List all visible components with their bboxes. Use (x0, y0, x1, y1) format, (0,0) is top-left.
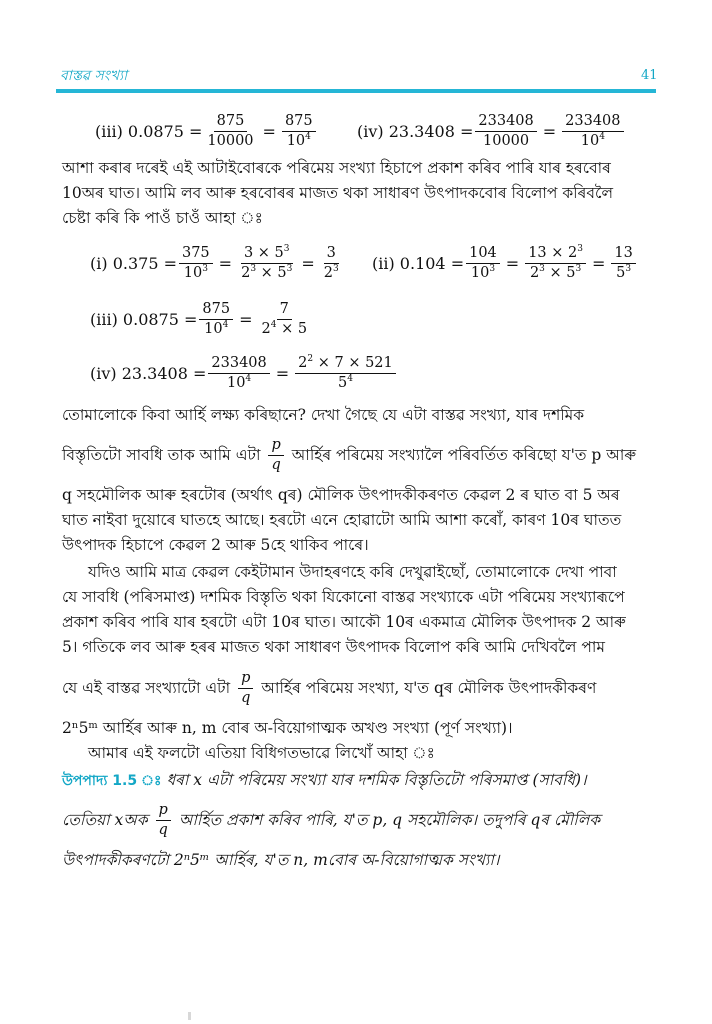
fraction: $\frac{875}{10^4}$ (199, 301, 233, 338)
scan-mark (188, 1012, 191, 1020)
theorem-line-with-fraction: তেতিয়া xঅক $\frac{p}{q}$ আৰ্হিত প্ৰকাশ কৰিব পাৰি, য'ত p, q সহমৌলিক। তদুপৰি qৰ মৌলিক (62, 802, 601, 838)
paragraph-line: প্ৰকাশ কৰিব পাৰি যাৰ হৰটো এটা 10ৰ ঘাত। আকৌ 10ৰ একমাত্ৰ মৌলিক উৎপাদক 2 আৰু (62, 613, 626, 631)
fraction: $\frac{233408}{10^4}$ (208, 355, 269, 392)
paragraph-line: চেষ্টা কৰি কি পাওঁ চাওঁ আহা ঃ (62, 209, 263, 227)
denominator: 10000 (483, 133, 530, 149)
denominator: $10^4$ (286, 132, 311, 149)
equation-label: (iv) 23.3408 = (357, 122, 474, 141)
fraction-p-over-q: $\frac{p}{q}$ (156, 802, 171, 839)
paragraph-line: q সহমৌলিক আৰু হৰটোৰ (অৰ্থাৎ qৰ) মৌলিক উৎপাদকীকৰণত কেৱল 2 ৰ ঘাত বা 5 অৰ (62, 486, 620, 504)
fraction (282, 113, 316, 150)
fraction (204, 113, 256, 150)
running-header-title: বাস্তৱ সংখ্যা (60, 68, 128, 84)
numerator: 233408 (562, 113, 623, 132)
fraction: $\frac{3}{2^3}$ (323, 245, 339, 281)
equation-iii-b: (iii) 0.0875 = $\frac{875}{10^4}$ = $\frac{7}{2^4 \times 5}$ (90, 301, 312, 338)
equation-label: (iii) 0.0875 = (95, 122, 203, 141)
fraction (475, 113, 536, 150)
paragraph-line: 2ⁿ5ᵐ আৰ্হিৰ আৰু n, m বোৰ অ-বিয়োগাত্মক অখণ্ড সংখ্যা (পূৰ্ণ সংখ্যা)। (62, 719, 513, 737)
paragraph-line: আমাৰ এই ফলটো এতিয়া বিধিগতভাৱে লিখোঁ আহা ঃ (88, 744, 435, 762)
paragraph-line-with-fraction: যে এই বাস্তৱ সংখ্যাটো এটা $\frac{p}{q}$ আৰ্হিৰ পৰিমেয় সংখ্যা, য'ত qৰ মৌলিক উৎপাদকীকৰণ (62, 670, 597, 706)
page-number: 41 (641, 68, 658, 83)
equation-iv-a: (iv) 23.3408 = $\frac{233408}{10000}$ = $\frac{233408}{10^4}$ (357, 113, 626, 150)
paragraph-line: তোমালোকে কিবা আৰ্হি লক্ষ্য কৰিছানে? দেখা গৈছে যে এটা বাস্তৱ সংখ্যা, যাৰ দশমিক (62, 406, 585, 424)
numerator: 875 (214, 113, 248, 132)
numerator: 233408 (475, 113, 536, 132)
theorem-line: উৎপাদকীকৰণটো 2ⁿ5ᵐ আৰ্হিৰ, য'ত n, mবোৰ অ-বিয়োগাত্মক সংখ্যা। (62, 851, 500, 869)
fraction-p-over-q: $\frac{p}{q}$ (268, 437, 283, 474)
equation-label: (iii) 0.0875 = (90, 310, 198, 329)
fraction-p-over-q: $\frac{p}{q}$ (238, 670, 253, 707)
denominator: 10000 (207, 133, 254, 149)
fraction: $\frac{375}{10^3}$ (179, 245, 213, 282)
fraction (562, 113, 623, 150)
theorem-label: উপপাদ্য 1.5 ঃ (62, 773, 162, 789)
fraction: $\frac{7}{2^4 \times 5}$ (261, 301, 308, 337)
equation-label: (ii) 0.104 = (372, 254, 465, 273)
equation-i: (i) 0.375 = $\frac{375}{10^3}$ = $\frac{3 \times 5^3}{2^3 \times 5^3}$ = $\frac{3}{2^3}$ (90, 245, 344, 282)
fraction: $\frac{3 \times 5^3}{2^3 \times 5^3}$ (241, 244, 293, 281)
equation-label: (iv) 23.3408 = (90, 364, 207, 383)
paragraph-line: ঘাত নাইবা দুয়োৰে ঘাতহে আছে। হৰটো এনে হোৱাটো আমি আশা কৰোঁ, কাৰণ 10ৰ ঘাতত (62, 511, 622, 529)
fraction: $\frac{104}{10^3}$ (466, 245, 500, 282)
denominator: $10^4$ (580, 132, 605, 149)
equation-iv-b: (iv) 23.3408 = $\frac{233408}{10^4}$ = $\frac{2^2 \times 7 \times 521}{5^4}$ (90, 355, 398, 392)
equation-ii: (ii) 0.104 = $\frac{104}{10^3}$ = $\frac{13 \times 2^3}{2^3 \times 5^3}$ = $\frac{13}{5^3}$ (372, 245, 638, 282)
paragraph-line: উৎপাদক হিচাপে কেৱল 2 আৰু 5হে থাকিব পাৰে। (62, 536, 369, 554)
paragraph-line: আশা কৰাৰ দৰেই এই আটাইবোৰকে পৰিমেয় সংখ্যা হিচাপে প্ৰকাশ কৰিব পাৰি যাৰ হৰবোৰ (62, 159, 611, 177)
fraction: $\frac{13 \times 2^3}{2^3 \times 5^3}$ (525, 245, 586, 282)
paragraph-line: 10অৰ ঘাত। আমি লব আৰু হৰবোৰৰ মাজত থকা সাধাৰণ উৎপাদকবোৰ বিলোপ কৰিবলৈ (62, 184, 614, 202)
numerator: 875 (282, 113, 316, 132)
paragraph-line: যে সাবধি (পৰিসমাপ্ত) দশমিক বিস্তৃতি থকা যিকোনো বাস্তৱ সংখ্যাকে এটা পৰিমেয় সংখ্যাৰূপে (62, 588, 625, 606)
paragraph-line-with-fraction: বিস্তৃতিটো সাবধি তাক আমি এটা $\frac{p}{q}$ আৰ্হিৰ পৰিমেয় সংখ্যালৈ পৰিবৰ্তিত কৰিছো য'ত p আৰু (62, 437, 637, 473)
equation-label: (i) 0.375 = (90, 254, 177, 273)
paragraph-line: 5। গতিকে লব আৰু হৰৰ মাজত থকা সাধাৰণ উৎপাদক বিলোপ কৰি আমি দেখিবলৈ পাম (62, 638, 605, 656)
fraction: $\frac{2^2 \times 7 \times 521}{5^4}$ (295, 355, 396, 392)
paragraph-line: যদিও আমি মাত্ৰ কেৱল কেইটামান উদাহৰণহে কৰি দেখুৱাইছোঁ, তোমালোকে দেখা পাবা (88, 563, 617, 581)
theorem-line: উপপাদ্য 1.5 ঃ ধৰা x এটা পৰিমেয় সংখ্যা যাৰ দশমিক বিস্তৃতিটো পৰিসমাপ্ত (সাবধি)। (62, 771, 587, 789)
fraction: $\frac{13}{5^3}$ (611, 245, 635, 282)
equation-iii-a: (iii) 0.0875 = $\frac{875}{10000}$ = $\frac{875}{10^4}$ (95, 113, 318, 150)
header-rule (56, 89, 656, 93)
